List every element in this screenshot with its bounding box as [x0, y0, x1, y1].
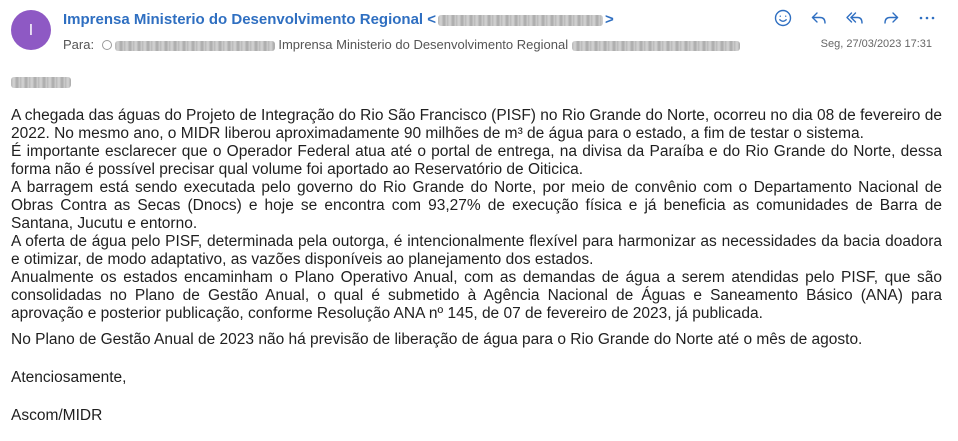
- message-date: Seg, 27/03/2023 17:31: [820, 38, 932, 50]
- body-paragraph: A oferta de água pelo PISF, determinada pela outorga, é intencionalmente flexível para harmonizar as necessidades da bacia doadora e otimizar, de modo adaptativo, as vazões disponíveis ao planejamento dos estados.: [11, 233, 942, 268]
- reply-icon: [809, 8, 829, 28]
- presence-icon: [102, 40, 112, 50]
- forward-button[interactable]: [880, 7, 902, 29]
- sender-avatar[interactable]: I: [11, 10, 51, 50]
- body-paragraph: É importante esclarecer que o Operador Federal atua até o portal de entrega, na divisa da Paraíba e do Rio Grande do Norte, dessa forma não é possível precisar qual volume foi aportado ao Reservatório de Oiticica.: [11, 143, 942, 178]
- redacted-recipient[interactable]: [115, 41, 275, 51]
- to-label: Para:: [63, 37, 95, 52]
- greeting-line: [11, 74, 942, 92]
- body-paragraph: No Plano de Gestão Anual de 2023 não há previsão de liberação de água para o Rio Grande do Norte até o mês de agosto.: [11, 331, 863, 348]
- sender-email-close: >: [605, 11, 614, 28]
- sender-line: [63, 11, 614, 28]
- reply-all-icon: [845, 8, 865, 28]
- signoff: Atenciosamente,: [11, 369, 127, 386]
- body-paragraph: Anualmente os estados encaminham o Plano Operativo Anual, com as demandas de água a serem atendidas pelo PISF, que são consolidadas no Plano de Gestão Anual, o qual é submetido à Agência Nacional de Águas e Saneamento Básico (ANA) para aprovação e posterior publicação, conforme Resolução ANA nº 145, de 07 de fevereiro de 2023, já publicada.: [11, 269, 942, 322]
- redacted-greeting: [11, 77, 71, 88]
- emoji-reaction-button[interactable]: [772, 7, 794, 29]
- body-paragraph: A barragem está sendo executada pelo governo do Rio Grande do Norte, por meio de convênio com o Departamento Nacional de Obras Contra as Secas (Dnocs) e hoje se encontra com 93,27% de execução física e já beneficia as comunidades de Barra de Santana, Jucutu e entorno.: [11, 179, 942, 232]
- redacted-recipient-email: [572, 41, 740, 51]
- more-icon: [917, 8, 937, 28]
- smile-icon: [773, 8, 793, 28]
- more-actions-button[interactable]: [916, 7, 938, 29]
- reply-all-button[interactable]: [844, 7, 866, 29]
- reply-button[interactable]: [808, 7, 830, 29]
- body-paragraph: A chegada das águas do Projeto de Integração do Rio São Francisco (PISF) no Rio Grande do Norte, ocorreu no dia 08 de fevereiro de 2022. No mesmo ano, o MIDR liberou aproximadamente 90 milhões de m³ de água para o estado, a fim de testar o sistema.: [11, 107, 942, 142]
- signature: Ascom/MIDR: [11, 407, 103, 424]
- sender-name[interactable]: Imprensa Ministerio do Desenvolvimento Regional: [63, 11, 424, 28]
- recipients-line: [63, 37, 740, 52]
- message-header: [0, 0, 958, 66]
- message-actions: [772, 7, 938, 29]
- redacted-sender-email: [438, 15, 603, 26]
- recipient-name[interactable]: Imprensa Ministerio do Desenvolvimento Regional: [278, 37, 569, 52]
- message-body: [11, 74, 942, 425]
- sender-email-open: <: [427, 11, 437, 28]
- forward-icon: [881, 8, 901, 28]
